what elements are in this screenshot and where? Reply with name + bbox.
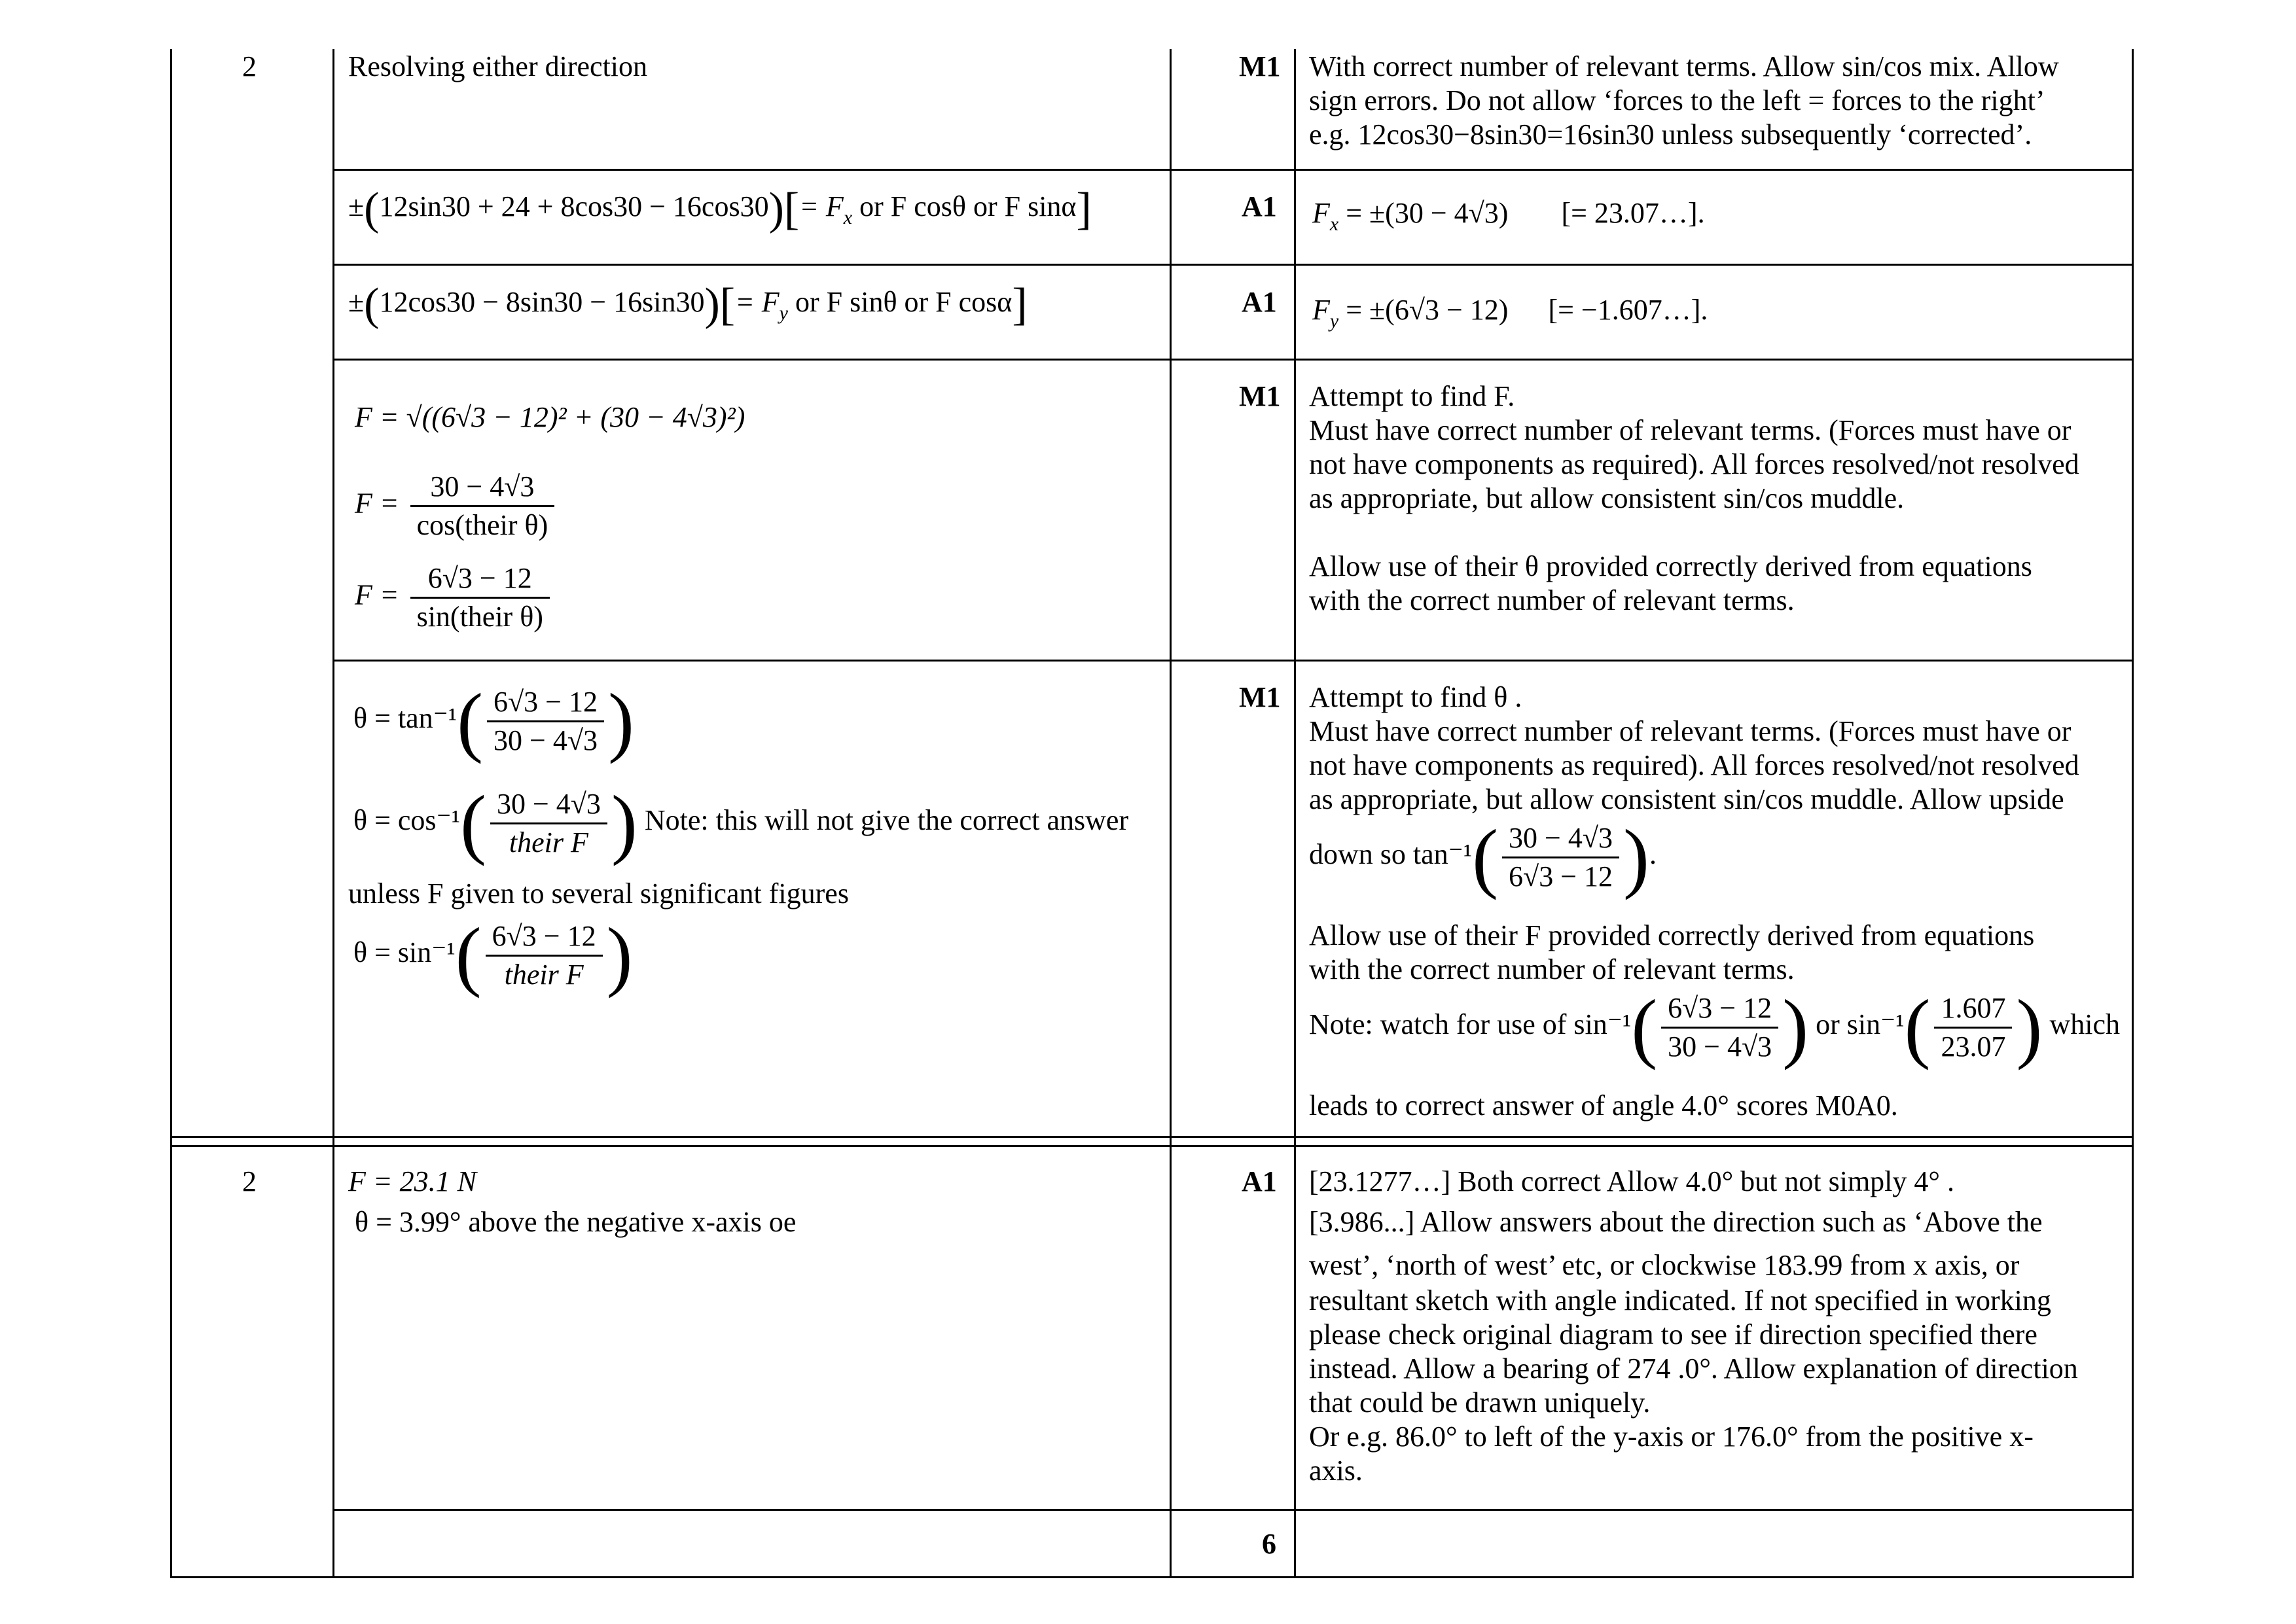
mark-code: A1: [1242, 286, 1277, 318]
guidance-line: sign errors. Do not allow ‘forces to the left = forces to the right’: [1309, 84, 2045, 116]
guidance-line: please check original diagram to see if direction specified there: [1309, 1318, 2037, 1350]
column-divider-answer: [332, 49, 334, 1578]
row-divider: [332, 359, 2134, 361]
mark-code: A1: [1242, 190, 1277, 222]
guidance-line: Must have correct number of relevant terms. (Forces must have or: [1309, 414, 2072, 446]
mark-code: M1: [1239, 50, 1281, 82]
answer-equation-tan: θ = tan⁻¹( $\frac{6√3 - 12}{30 - 4√3}$ ): [353, 677, 634, 764]
guidance-line: axis.: [1309, 1455, 1363, 1487]
guidance-equation-fy: $F_y = \pm(6√3 - 12)$ [= −1.607…].: [1312, 294, 1708, 332]
mark-code: M1: [1239, 380, 1281, 412]
row-divider: [332, 660, 2134, 662]
answer-equation-cos: F = $\frac{30 - 4√3}{\text{cos(their θ)}}$: [355, 468, 558, 544]
answer-text: Resolving either direction: [348, 50, 647, 82]
guidance-line: leads to correct answer of angle 4.0° scores M0A0.: [1309, 1089, 1898, 1121]
guidance-line: Or e.g. 86.0° to left of the y-axis or 176.0° from the positive x-: [1309, 1421, 2034, 1453]
guidance-watch-note: Note: watch for use of sin⁻¹( $\frac{6√3 - 12}{30 - 4√3}$ ) or sin⁻¹( $\frac{1.607}{23.07}$ ) which: [1309, 983, 2120, 1070]
answer-force: F = 23.1 N: [348, 1165, 476, 1197]
guidance-line: With correct number of relevant terms. Allow sin/cos mix. Allow: [1309, 50, 2059, 82]
section-divider: [170, 1145, 2134, 1147]
guidance-line: [23.1277…] Both correct Allow 4.0° but not simply 4° .: [1309, 1165, 1955, 1197]
mark-code: A1: [1242, 1165, 1277, 1197]
column-divider-guidance: [1294, 49, 1296, 1578]
answer-equation-arcsin: θ = sin⁻¹( $\frac{6√3 - 12}{\text{their F}}$ ): [353, 911, 633, 998]
guidance-line: with the correct number of relevant terms.: [1309, 953, 1795, 985]
question-number: 2: [242, 1165, 257, 1197]
guidance-line: Attempt to find θ .: [1309, 681, 1522, 713]
guidance-line: not have components as required). All forces resolved/not resolved: [1309, 448, 2079, 480]
guidance-line: e.g. 12cos30−8sin30=16sin30 unless subsequently ‘corrected’.: [1309, 118, 2032, 150]
total-marks: 6: [1262, 1528, 1276, 1560]
table-border-bottom: [170, 1576, 2134, 1578]
guidance-line: with the correct number of relevant terms.: [1309, 584, 1795, 616]
guidance-line: as appropriate, but allow consistent sin/cos muddle.: [1309, 482, 1905, 514]
guidance-line: Allow use of their θ provided correctly derived from equations: [1309, 550, 2032, 582]
guidance-line: Allow use of their F provided correctly derived from equations: [1309, 919, 2035, 951]
guidance-line: resultant sketch with angle indicated. If not specified in working: [1309, 1284, 2051, 1316]
answer-equation-sin: F = $\frac{6√3 - 12}{\text{sin(their θ)}}$: [355, 560, 554, 635]
section-divider: [170, 1136, 2134, 1138]
mark-code: M1: [1239, 681, 1281, 713]
guidance-line: west’, ‘north of west’ etc, or clockwise 183.99 from x axis, or: [1309, 1249, 2020, 1281]
guidance-line: as appropriate, but allow consistent sin/cos muddle. Allow upside: [1309, 783, 2064, 815]
guidance-upside-down: down so tan⁻¹( $\frac{30 - 4√3}{6√3 - 12}$ ).: [1309, 813, 1657, 900]
answer-angle: θ = 3.99° above the negative x-axis oe: [355, 1206, 797, 1238]
guidance-line: instead. Allow a bearing of 274 .0°. Allow explanation of direction: [1309, 1352, 2078, 1385]
table-border-left: [170, 49, 172, 1578]
answer-equation-arccos: θ = cos⁻¹( $\frac{30 - 4√3}{\text{their F}}$ ) Note: this will not give the correct answer: [353, 779, 1129, 866]
column-divider-marks: [1170, 49, 1172, 1578]
guidance-equation-fx: $F_x = \pm(30 - 4√3)$ [= 23.07…].: [1312, 197, 1705, 235]
row-divider: [332, 1509, 2134, 1511]
guidance-line: Attempt to find F.: [1309, 380, 1515, 412]
answer-equation-magnitude: F = √((6√3 − 12)² + (30 − 4√3)²): [355, 401, 745, 433]
answer-note: unless F given to several significant figures: [348, 877, 849, 909]
guidance-line: Must have correct number of relevant terms. (Forces must have or: [1309, 715, 2072, 747]
answer-equation-fy: $\pm(12\cos 30 - 8\sin 30 - 16\sin 30)[= F_y$ or F sinθ or F cosα]: [348, 279, 1028, 330]
guidance-line: that could be drawn uniquely.: [1309, 1386, 1651, 1419]
guidance-line: [3.986...] Allow answers about the direction such as ‘Above the: [1309, 1206, 2043, 1238]
guidance-line: not have components as required). All forces resolved/not resolved: [1309, 749, 2079, 781]
question-number: 2: [242, 50, 257, 82]
table-border-right: [2132, 49, 2134, 1578]
row-divider: [332, 169, 2134, 171]
row-divider: [332, 264, 2134, 266]
answer-equation-fx: $\pm(12\sin 30 + 24 + 8\cos 30 - 16\cos 30)[= F_x$ or F cosθ or F sinα]: [348, 183, 1092, 234]
